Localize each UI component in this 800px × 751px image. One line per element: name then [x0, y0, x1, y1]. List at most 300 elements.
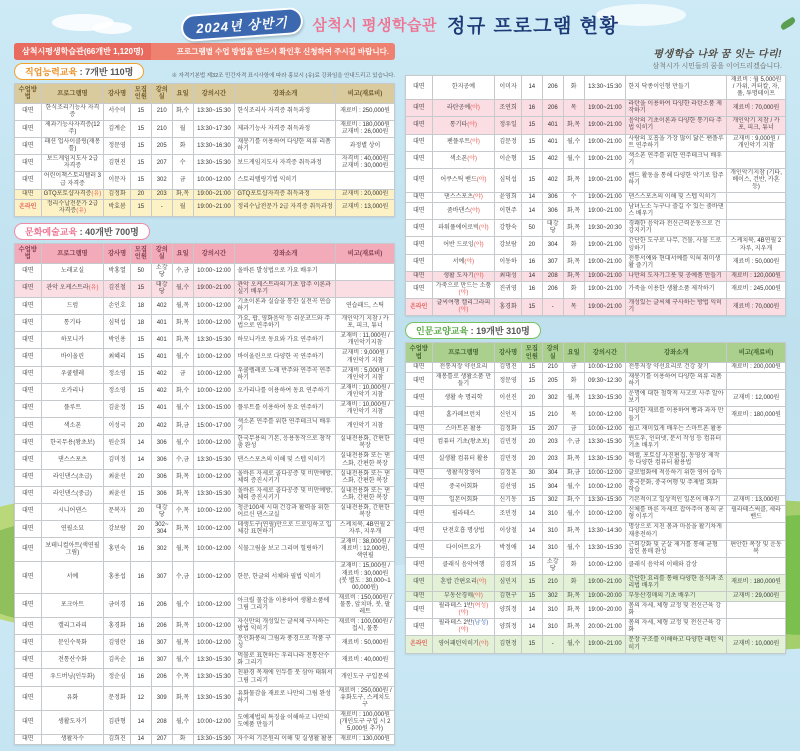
cell-method: 대면 — [406, 254, 433, 271]
table-row — [15, 121, 395, 138]
cell-days: 화,목 — [563, 203, 584, 220]
cell-seats: 15 — [521, 299, 542, 316]
cell-note: 재료비 : 40,000원 — [336, 652, 395, 669]
cell-method: 대면 — [15, 469, 42, 486]
cell-days: 목 — [563, 100, 584, 117]
cell-time: 19:00~21:00 — [193, 189, 235, 199]
cell-intro: 제과기능사 자격증 취득과정 — [235, 121, 336, 138]
cell-time: 13:30~15:30 — [193, 735, 235, 745]
cell-teacher: 최윤선 — [104, 486, 131, 503]
cell-days: 월,수 — [172, 400, 193, 417]
cell-time: 13:30~15:30 — [193, 652, 235, 669]
cell-method: 대면 — [406, 203, 433, 220]
table-row — [15, 538, 395, 562]
cell-seats: 15 — [130, 366, 151, 383]
program-table — [14, 243, 395, 745]
cell-program-name: 서예 — [41, 562, 104, 593]
cell-note: 재료비 : 50,000원 — [727, 254, 786, 271]
cell-room: 대강당 — [542, 220, 563, 237]
cell-method: 대면 — [406, 168, 433, 192]
column-header: 모집인원 — [130, 84, 151, 104]
cell-program-name: 제과기능사자격증(12주) — [41, 121, 104, 138]
column-right — [405, 43, 786, 751]
cell-days: 수 — [563, 193, 584, 203]
cell-teacher: 김선영 — [495, 479, 522, 496]
cell-teacher: 김정훈 — [495, 468, 522, 478]
cell-time: 13:30~17:30 — [193, 121, 235, 138]
cell-teacher: 최혜리 — [104, 349, 131, 366]
evening-paid-tag: (야) — [458, 610, 469, 617]
table-row — [15, 298, 395, 315]
cell-program-name: 홈카페브런치 — [432, 407, 495, 424]
table-row — [406, 281, 786, 298]
table-row — [15, 710, 395, 734]
cell-teacher: 이동하 — [495, 254, 522, 271]
cell-teacher: 강보람 — [495, 237, 522, 254]
cell-seats: 16 — [130, 669, 151, 686]
cell-days: 수 — [172, 155, 193, 172]
cell-room: 210 — [542, 407, 563, 424]
cell-program-name: 팬플루트(야) — [432, 134, 495, 151]
cell-method: 대면 — [406, 151, 433, 168]
section-count: : 7개반 110명 — [77, 67, 134, 77]
cell-room: 205 — [542, 373, 563, 390]
evening-paid-tag: (야) — [476, 579, 487, 586]
cell-intro: 보드게임지도사 자격증 취득과정 — [235, 155, 336, 172]
section-title: 직업능력교육 — [25, 67, 78, 77]
cell-program-name: 색소폰(야) — [432, 151, 495, 168]
table-row — [406, 100, 786, 117]
section-culture-education — [14, 223, 395, 745]
cell-program-name: 한국무용(왕초보) — [41, 435, 104, 452]
cell-intro: 문인화풍의 그림과 풍경으로 작품 구성 — [235, 635, 336, 652]
cell-room: 302 — [151, 538, 172, 562]
cell-method: 대면 — [15, 263, 42, 280]
cell-program-name: 보테니컬아트(색연필그림) — [41, 538, 104, 562]
cell-note: 교재비 : 15,000원 / 재료비 : 30,000원 (붓 별도 : 30,000~100,000원) — [336, 562, 395, 593]
table-row — [15, 593, 395, 617]
cell-teacher: 심덕섭 — [495, 168, 522, 192]
table-row — [406, 434, 786, 451]
cell-room: 203 — [542, 434, 563, 451]
cell-seats: 15 — [521, 151, 542, 168]
cell-seats: 14 — [130, 452, 151, 469]
cell-note: 개인악기 지참 / 카포, 피크, 튜너 — [336, 315, 395, 332]
cell-days: 화 — [563, 574, 584, 591]
cell-program-name: 한지공예 — [432, 76, 495, 100]
cell-days: 월,목 — [172, 538, 193, 562]
table-row — [15, 469, 395, 486]
cell-method: 대면 — [15, 400, 42, 417]
column-header: 강의시간 — [193, 84, 235, 104]
cell-days: 화 — [563, 557, 584, 574]
cell-note — [727, 424, 786, 434]
cell-teacher: 서수미 — [104, 103, 131, 120]
cell-seats: 20 — [130, 503, 151, 520]
evening-paid-tag: (야) — [470, 139, 480, 146]
cell-days: 화,목 — [563, 619, 584, 636]
column-header: 강좌소개 — [235, 243, 336, 263]
cell-program-name: 일본어회화 — [432, 496, 495, 506]
cell-seats: 15 — [521, 424, 542, 434]
cell-teacher: 김경희 — [495, 557, 522, 574]
cell-room: 206 — [151, 593, 172, 617]
table-row — [406, 203, 786, 220]
cell-method: 대면 — [15, 435, 42, 452]
cell-days: 화,목 — [172, 617, 193, 634]
cell-note: 과정별 상이 — [336, 138, 395, 155]
cell-note: 교재비 : 20,000원 — [336, 189, 395, 199]
table-head — [15, 243, 395, 263]
cell-method: 온라인 — [406, 299, 433, 316]
evening-paid-tag: (야) — [458, 307, 469, 314]
cell-time: 13:30~15:30 — [584, 540, 626, 557]
cell-days: 금 — [172, 366, 193, 383]
cell-program-name: 어반 드로잉(야) — [432, 237, 495, 254]
cell-teacher: 김희진 — [104, 735, 131, 745]
cell-program-name: 하모니카 — [41, 332, 104, 349]
cell-seats: 15 — [130, 280, 151, 297]
section-header-row — [405, 322, 786, 339]
cell-time: 10:00~12:00 — [193, 298, 235, 315]
header-row — [406, 343, 786, 363]
cell-time: 10:00~12:00 — [193, 366, 235, 383]
cell-teacher: 강보람 — [104, 521, 131, 538]
cell-time: 10:00~12:00 — [584, 479, 626, 496]
cell-note: 재료비 : 100,000원 (개인도구 구입 시 25,000원 추가) — [336, 710, 395, 734]
cell-method: 대면 — [15, 538, 42, 562]
cell-teacher: 원순희 — [104, 435, 131, 452]
cell-seats: 15 — [521, 134, 542, 151]
cell-days: 월,수 — [563, 151, 584, 168]
cell-note: 교재비 : 10,000원 / 개인악기 지참 — [336, 383, 395, 400]
cell-teacher: 김관형 — [104, 710, 131, 734]
cell-room: 210 — [542, 574, 563, 591]
table-row — [15, 452, 395, 469]
cell-seats: 14 — [521, 540, 542, 557]
cell-intro: 올바른 자세로 골다공증 및 비만예방, 체력 증진시키기 — [235, 486, 336, 503]
cell-seats: 15 — [521, 496, 542, 506]
cell-time: 10:00~12:00 — [193, 617, 235, 634]
cell-note: 재료비 : 120,000원 — [727, 271, 786, 281]
section-count: : 19개반 310명 — [468, 326, 530, 337]
cell-method: 대면 — [406, 592, 433, 602]
cell-note: 재료비 : 250,000원 — [336, 103, 395, 120]
cell-seats: 14 — [521, 602, 542, 619]
cell-program-name: 혼밥 간편요리(야) — [432, 574, 495, 591]
female-tag: (여성) — [472, 603, 489, 610]
cell-days: 화,수 — [172, 103, 193, 120]
cell-days: 월,목 — [172, 298, 193, 315]
cell-note: 실내전용화 또는 댄스화, 간편한 복장 — [336, 469, 395, 486]
cell-program-name: 단전호흡 명상법 — [432, 523, 495, 540]
cell-room: 402 — [151, 383, 172, 400]
cell-method: 대면 — [15, 349, 42, 366]
cell-days: 월 — [172, 199, 193, 216]
evening-paid-tag: (야) — [473, 242, 484, 249]
section-pill — [14, 223, 150, 240]
cell-note: 자격비 : 40,000원 교재비 : 30,000원 — [336, 155, 395, 172]
cell-room: 207 — [542, 424, 563, 434]
cell-teacher: 신기동 — [495, 496, 522, 506]
cell-seats: 20 — [130, 469, 151, 486]
cell-teacher: 문복자 — [104, 503, 131, 520]
column-header: 강사명 — [495, 343, 522, 363]
table-row — [15, 400, 395, 417]
evening-paid-tag: (유) — [91, 190, 102, 197]
cell-intro: 오카리나를 이용하여 동요 연주하기 — [235, 383, 336, 400]
cell-time: 10:00~12:00 — [584, 424, 626, 434]
cell-intro: 간단한 도구로 나무, 건물, 사물 드로잉하기 — [626, 237, 727, 254]
cell-time: 10:00~12:00 — [193, 538, 235, 562]
program-table — [14, 83, 395, 217]
poster-header — [0, 0, 800, 39]
cell-program-name: 노래교실 — [41, 263, 104, 280]
cell-days: 화,목 — [563, 451, 584, 468]
table-row — [406, 557, 786, 574]
cell-seats: 15 — [130, 349, 151, 366]
column-header: 강의실 — [151, 84, 172, 104]
cell-seats: 15 — [130, 103, 151, 120]
cell-time: 10:00~12:00 — [193, 383, 235, 400]
cell-seats: 15 — [521, 592, 542, 602]
table-row — [15, 280, 395, 297]
cell-teacher: 정우일 — [495, 117, 522, 134]
cell-method: 대면 — [406, 557, 433, 574]
cell-intro: 남녀노소 누구나 즐길 수 있는 줌바댄스 배우기 — [626, 203, 727, 220]
cell-room: 203 — [151, 189, 172, 199]
cell-time: 19:00~21:00 — [584, 281, 626, 298]
cell-room: 208 — [151, 710, 172, 734]
cell-note: 재료비 : 월 5,000원 / 가위, 커터칼, 자, 풀, 투명테이프 — [727, 76, 786, 100]
cell-program-name: 필라테스 — [432, 506, 495, 523]
table-row — [15, 172, 395, 189]
cell-room: 304 — [542, 237, 563, 254]
cell-intro: 부동산경매의 기초 배우기 — [626, 592, 727, 602]
cell-room: 310 — [542, 619, 563, 636]
column-header: 요일 — [172, 84, 193, 104]
cell-note — [727, 602, 786, 619]
cell-time: 10:00~12:00 — [584, 363, 626, 373]
cell-room: 306 — [151, 452, 172, 469]
cell-intro: 전통서예와 현대서예를 익혀 취미생활 즐기기 — [626, 254, 727, 271]
cell-program-name: 영어패턴익히기(야) — [432, 636, 495, 653]
table-head — [15, 84, 395, 104]
cell-note: 실내전용화 또는 댄스화, 간편한 복장 — [336, 486, 395, 503]
table-row — [15, 263, 395, 280]
cell-intro: 아크릴 물감을 이용하여 생활소품에 그림 그리기 — [235, 593, 336, 617]
cell-teacher: 양희정 — [495, 602, 522, 619]
table-row — [15, 315, 395, 332]
cell-method: 대면 — [406, 281, 433, 298]
cell-program-name: 생활도자기 — [41, 710, 104, 734]
cell-time: 19:00~21:00 — [584, 134, 626, 151]
cell-program-name: 우쿨렐레 — [41, 366, 104, 383]
cell-seats: 14 — [521, 619, 542, 636]
cell-intro: 스토리텔링기법 익히기 — [235, 172, 336, 189]
info-bar-org: 삼척시평생학습관(66개반 1,120명) — [14, 43, 151, 60]
cell-intro: 바이올린으로 다양한 곡 연주하기 — [235, 349, 336, 366]
cell-method: 대면 — [406, 134, 433, 151]
cell-intro: 경쾌한 음악과 전신근력운동으로 건강지키기 — [626, 220, 727, 237]
cell-program-name: 생활자수 — [41, 735, 104, 745]
cell-days: 화,목 — [563, 592, 584, 602]
cell-room: 206 — [542, 76, 563, 100]
cell-teacher: 심민지 — [495, 574, 522, 591]
cell-note: 개인악기 지참 — [336, 418, 395, 435]
cell-teacher: 김계순 — [104, 121, 131, 138]
table-row — [406, 523, 786, 540]
cell-seats: 14 — [521, 203, 542, 220]
cell-room: 대강당 — [151, 280, 172, 297]
cell-intro: 정리수납전문가 2급 자격증 취득과정 — [235, 199, 336, 216]
table-row — [15, 669, 395, 686]
cell-teacher: 강향숙 — [495, 220, 522, 237]
cell-room: 306 — [542, 193, 563, 203]
cell-seats: 16 — [521, 281, 542, 298]
cell-time: 19:00~21:00 — [584, 193, 626, 203]
cell-teacher: 박효봄 — [104, 199, 131, 216]
cell-teacher: 조연희 — [495, 100, 522, 117]
cell-method: 대면 — [406, 602, 433, 619]
cell-time: 10:00~12:00 — [193, 172, 235, 189]
cell-teacher: 홍경화 — [495, 299, 522, 316]
cell-program-name: GTQ포토샵자격증(유) — [41, 189, 104, 199]
cell-program-name: 라인댄스(초급) — [41, 469, 104, 486]
evening-paid-tag: (야) — [473, 272, 484, 279]
table-row — [15, 189, 395, 199]
cell-time: 10:00~12:00 — [193, 435, 235, 452]
cell-method: 대면 — [406, 193, 433, 203]
cell-days: 수,금 — [172, 263, 193, 280]
cell-program-name: 가죽으로 만드는 소품(야) — [432, 281, 495, 298]
cell-teacher: 김정화 — [495, 424, 522, 434]
cell-seats: 15 — [130, 172, 151, 189]
cell-seats: 16 — [130, 593, 151, 617]
cell-intro: 신체를 바른 자세로 잡아주어 몸의 균형 이루기 — [626, 506, 727, 523]
cell-intro: 재봉기를 이용하여 다양한 의류 리폼하기 — [235, 138, 336, 155]
cell-note — [336, 263, 395, 280]
cell-intro: 한국무용의 기본, 응용동작으로 창작춤 완성 — [235, 435, 336, 452]
cell-time: 13:30~15:30 — [193, 155, 235, 172]
cell-room: 302 — [542, 390, 563, 407]
table-row — [15, 435, 395, 452]
cell-teacher: 홍민숙 — [104, 538, 131, 562]
table-row — [406, 193, 786, 203]
cell-days: 월,수 — [172, 435, 193, 452]
cell-teacher: 김영란 — [104, 635, 131, 652]
cell-teacher: 이상철 — [495, 523, 522, 540]
cell-note: 교재비 : 38,000원 / 재료비 : 12,000원, 색연필 — [336, 538, 395, 562]
cell-program-name: 생활 도자기(야) — [432, 271, 495, 281]
cell-note — [727, 523, 786, 540]
cell-days: 금 — [172, 172, 193, 189]
cell-method: 대면 — [15, 366, 42, 383]
cell-teacher: 정소영 — [104, 366, 131, 383]
cell-program-name: 필라테스 1반(여성)(야) — [432, 602, 495, 619]
cell-teacher: 정소영 — [104, 383, 131, 400]
cell-room: 402 — [542, 168, 563, 192]
cell-method: 대면 — [15, 562, 42, 593]
column-header: 모집인원 — [130, 243, 151, 263]
evening-paid-tag: (야) — [470, 207, 480, 214]
page-columns — [0, 39, 800, 751]
cell-method: 대면 — [15, 383, 42, 400]
cell-note: 재료비 : 70,000원 — [727, 299, 786, 316]
cell-seats: 15 — [130, 121, 151, 138]
cell-seats: 15 — [130, 400, 151, 417]
column-header: 강좌소개 — [626, 343, 727, 363]
cell-teacher: 정문영 — [495, 373, 522, 390]
evening-paid-tag: (야) — [476, 176, 487, 183]
column-header: 프로그램명 — [432, 343, 495, 363]
cell-room: - — [151, 199, 172, 216]
cell-time: 13:30~15:30 — [584, 76, 626, 100]
cell-seats: 20 — [130, 189, 151, 199]
cell-room: 302~304 — [151, 521, 172, 538]
cell-note: 교재비 : 9,000원 / 개인악기 지참 — [336, 349, 395, 366]
cell-note — [727, 193, 786, 203]
cell-method: 대면 — [406, 363, 433, 373]
cell-room: 대강당 — [151, 503, 172, 520]
cell-method: 대면 — [15, 635, 42, 652]
cell-intro: 올바른 자세로 골다공증 및 비만예방, 체력 증진시키기 — [235, 469, 336, 486]
cell-days: 월,수 — [172, 593, 193, 617]
slogan — [405, 43, 786, 75]
cell-program-name: 부동산경매(야) — [432, 592, 495, 602]
cell-intro: 라탄을 이용하여 다양한 라탄소품 제작하기 — [626, 100, 727, 117]
table-row — [406, 237, 786, 254]
cell-time: 19:30~20:30 — [584, 220, 626, 237]
cell-program-name: 시니어댄스 — [41, 503, 104, 520]
cell-note: 재료비 : 70,000원 — [727, 100, 786, 117]
cell-program-name: 어쿠스틱 밴드(야) — [432, 168, 495, 192]
table-row — [15, 562, 395, 593]
cell-room: 207 — [151, 735, 172, 745]
section-title: 문화예술교육 — [25, 226, 78, 237]
cell-room: 306 — [151, 486, 172, 503]
cell-note: 개인악기 지참 / 카포, 피크, 튜너 — [727, 117, 786, 134]
evening-paid-tag: (유) — [88, 285, 99, 292]
column-header: 요일 — [172, 243, 193, 263]
table-row — [406, 76, 786, 100]
cell-method: 대면 — [15, 521, 42, 538]
cell-days: 월,목 — [563, 390, 584, 407]
cell-seats: 18 — [130, 298, 151, 315]
cell-time: 13:30~16:30 — [193, 138, 235, 155]
cell-days: 화 — [172, 138, 193, 155]
cell-method: 대면 — [15, 452, 42, 469]
cell-note: 교재비 : 13,000원 — [727, 496, 786, 506]
cell-method: 대면 — [406, 574, 433, 591]
section-pill — [14, 63, 144, 80]
cell-teacher: 이성국 — [104, 418, 131, 435]
cell-time: 13:30~14:30 — [584, 523, 626, 540]
cell-note — [727, 220, 786, 237]
cell-teacher: 신인지 — [495, 407, 522, 424]
cell-time: 13:30~15:30 — [584, 390, 626, 407]
table-row — [406, 540, 786, 557]
cell-time: 10:00~12:00 — [193, 503, 235, 520]
cell-method: 대면 — [406, 117, 433, 134]
cell-intro: 한지 닥종이인형 만들기 — [626, 76, 727, 100]
section-culture-education-continued — [405, 75, 786, 316]
column-header: 비고(재료비) — [336, 243, 395, 263]
cell-intro: 사람의 호흡을 가장 많이 닮은 팬플루트 연주하기 — [626, 134, 727, 151]
cell-intro: 글로벌화에 적응하기 위한 영어 습득 — [626, 468, 727, 478]
cell-days: 화,목 — [563, 523, 584, 540]
cell-room: 302 — [151, 172, 172, 189]
